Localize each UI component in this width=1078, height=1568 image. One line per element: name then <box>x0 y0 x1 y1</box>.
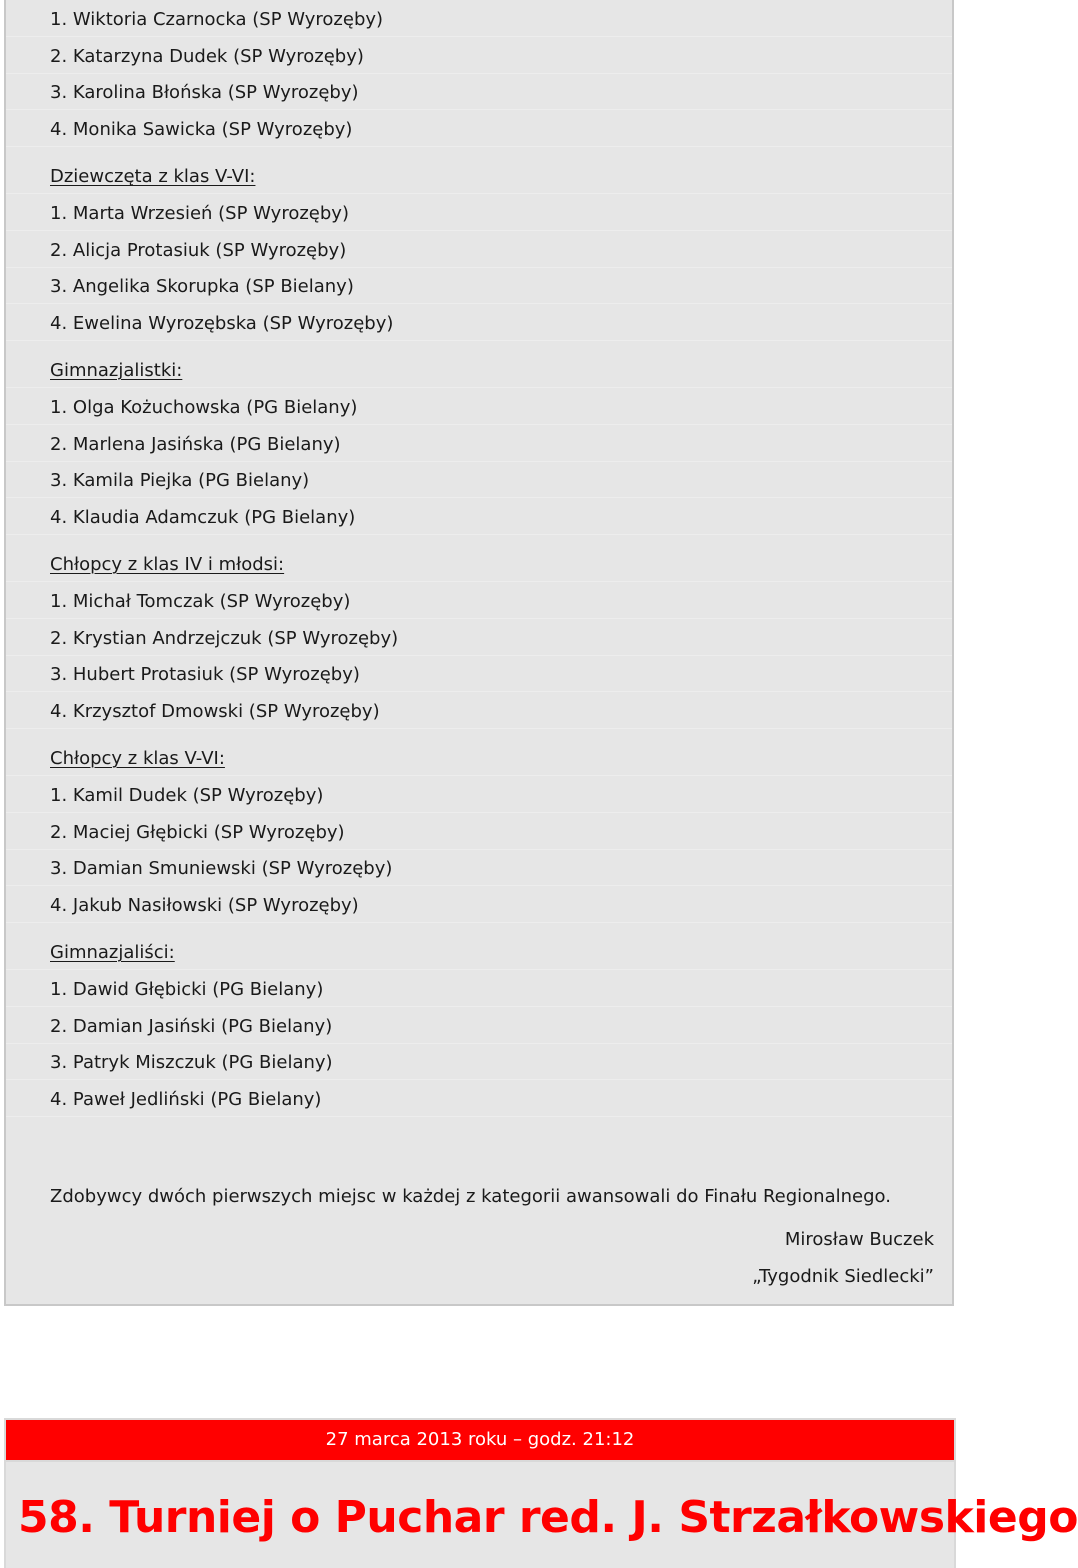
result-entry-text: 2. Marlena Jasińska (PG Bielany) <box>50 433 341 455</box>
result-entry <box>6 852 952 886</box>
result-entry-text: 2. Alicja Protasiuk (SP Wyrozęby) <box>50 239 347 261</box>
result-entry-text: 1. Marta Wrzesień (SP Wyrozęby) <box>50 203 349 224</box>
result-entry-text: 3. Patryk Miszczuk (PG Bielany) <box>50 1052 333 1073</box>
result-entry <box>6 270 952 304</box>
result-entry <box>6 658 952 692</box>
article-author: Mirosław Buczek <box>784 1229 934 1250</box>
result-entry <box>6 76 952 110</box>
result-entry <box>6 585 952 619</box>
category-heading-text: Dziewczęta z klas V-VI: <box>50 166 256 187</box>
result-entry <box>6 307 952 341</box>
result-entry-text: 1. Kamil Dudek (SP Wyrozęby) <box>50 785 324 806</box>
category-heading-text: Gimnazjalistki: <box>50 360 183 381</box>
result-entry-text: 3. Damian Smuniewski (SP Wyrozęby) <box>50 858 393 879</box>
category-heading-text: Gimnazjaliści: <box>50 942 175 963</box>
result-entry-text: 4. Klaudia Adamczuk (PG Bielany) <box>50 506 356 528</box>
result-entry <box>6 501 952 535</box>
result-entry <box>6 1010 952 1044</box>
result-entry-text: 2. Krystian Andrzejczuk (SP Wyrozęby) <box>50 627 399 649</box>
result-entry <box>6 391 952 425</box>
result-entry-text: 1. Michał Tomczak (SP Wyrozęby) <box>50 591 351 612</box>
result-entry-text: 2. Maciej Głębicki (SP Wyrozęby) <box>50 821 345 843</box>
result-entry-text: 4. Ewelina Wyrozębska (SP Wyrozęby) <box>50 312 394 334</box>
category-heading <box>6 936 952 970</box>
result-entry <box>6 428 952 462</box>
category-heading <box>6 160 952 194</box>
result-entry-text: 4. Krzysztof Dmowski (SP Wyrozęby) <box>50 700 380 722</box>
result-entry <box>6 695 952 729</box>
result-entry-text: 2. Katarzyna Dudek (SP Wyrozęby) <box>50 45 364 67</box>
result-entry-text: 4. Monika Sawicka (SP Wyrozęby) <box>50 118 353 140</box>
category-heading-text: Chłopcy z klas V-VI: <box>50 748 225 769</box>
result-entry-text: 3. Karolina Błońska (SP Wyrozęby) <box>50 82 359 103</box>
result-entry-text: 1. Dawid Głębicki (PG Bielany) <box>50 979 324 1000</box>
result-entry <box>6 234 952 268</box>
next-article-title[interactable]: 58. Turniej o Puchar red. J. Strzałkowskiego <box>18 1492 1078 1543</box>
result-entry <box>6 889 952 923</box>
article-panel <box>4 0 954 1306</box>
result-entry <box>6 113 952 147</box>
news-date-bar: 27 marca 2013 roku – godz. 21:12 <box>4 1418 956 1462</box>
next-article-panel <box>4 1462 1078 1568</box>
article-note: Zdobywcy dwóch pierwszych miejsc w każdej z kategorii awansowali do Finału Regionalnego. <box>50 1186 891 1207</box>
category-heading <box>6 742 952 776</box>
result-entry <box>6 816 952 850</box>
result-entry-text: 1. Olga Kożuchowska (PG Bielany) <box>50 397 358 418</box>
result-entry-text: 4. Jakub Nasiłowski (SP Wyrozęby) <box>50 894 359 916</box>
category-heading-text: Chłopcy z klas IV i młodsi: <box>50 554 285 575</box>
result-entry-text: 3. Hubert Protasiuk (SP Wyrozęby) <box>50 664 360 685</box>
result-entry-text: 1. Wiktoria Czarnocka (SP Wyrozęby) <box>50 9 384 30</box>
result-entry <box>6 40 952 74</box>
result-entry <box>6 1046 952 1080</box>
result-entry <box>6 779 952 813</box>
result-entry <box>6 3 952 37</box>
category-heading <box>6 354 952 388</box>
result-entry-text: 3. Kamila Piejka (PG Bielany) <box>50 470 310 491</box>
result-entry <box>6 973 952 1007</box>
result-entry <box>6 622 952 656</box>
result-entry <box>6 197 952 231</box>
result-entry-text: 2. Damian Jasiński (PG Bielany) <box>50 1015 333 1037</box>
article-source: „Tygodnik Siedlecki” <box>752 1266 934 1287</box>
result-entry-text: 4. Paweł Jedliński (PG Bielany) <box>50 1088 322 1110</box>
category-heading <box>6 548 952 582</box>
result-entry-text: 3. Angelika Skorupka (SP Bielany) <box>50 276 354 297</box>
result-entry <box>6 1083 952 1117</box>
result-entry <box>6 464 952 498</box>
